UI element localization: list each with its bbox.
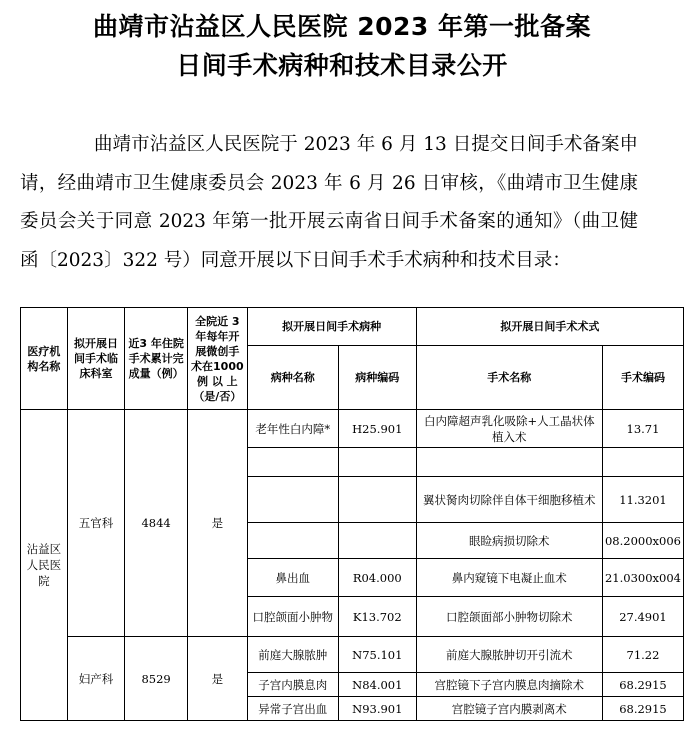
table-row [21,410,684,448]
surgery-name-cell: 鼻内窥镜下电凝止血术 [416,559,602,597]
department-cell: 妇产科 [67,637,125,721]
over1000-cell: 是 [187,637,247,721]
surgery-name-cell: 宫腔镜子宫内膜剥离术 [416,697,602,721]
department-cell: 五官科 [67,410,125,637]
disease-name-cell: 口腔颌面小肿物 [247,597,338,637]
volume-cell: 8529 [125,637,188,721]
disease-code-cell: N75.101 [338,637,416,673]
surgery-name-cell: 口腔颌面部小肿物切除术 [416,597,602,637]
disease-name-cell: 子宫内膜息肉 [247,673,338,697]
disease-code-cell [338,448,416,477]
disease-code-cell: R04.000 [338,559,416,597]
surgery-code-cell: 27.4901 [602,597,683,637]
disease-code-cell: K13.702 [338,597,416,637]
header-over1000: 全院近 3 年每年开展微创手术在1000 例 以 上（是/否） [187,308,247,410]
header-disease-group: 拟开展日间手术病种 [247,308,416,346]
disease-code-cell [338,477,416,523]
intro-paragraph [20,126,638,280]
over1000-cell: 是 [187,410,247,637]
disease-code-cell: N93.901 [338,697,416,721]
disease-name-cell: 老年性白内障* [247,410,338,448]
surgery-catalog-table [20,307,684,721]
header-disease-code: 病种编码 [338,346,416,410]
disease-name-cell: 鼻出血 [247,559,338,597]
surgery-code-cell: 13.71 [602,410,683,448]
document-title-line2: 日间手术病种和技术目录公开 [176,51,508,80]
surgery-code-cell: 21.0300x004 [602,559,683,597]
disease-name-cell: 前庭大腺脓肿 [247,637,338,673]
document-title-line1: 曲靖市沾益区人民医院 2023 年第一批备案 [93,12,591,41]
disease-name-cell [247,523,338,559]
surgery-code-cell: 68.2915 [602,673,683,697]
surgery-code-cell: 68.2915 [602,697,683,721]
header-surgery-code: 手术编码 [602,346,683,410]
volume-cell: 4844 [125,410,188,637]
institution-cell: 沾益区人民医院 [21,410,68,721]
disease-code-cell: N84.001 [338,673,416,697]
disease-name-cell [247,448,338,477]
disease-name-cell: 异常子宫出血 [247,697,338,721]
surgery-name-cell: 眼睑病损切除术 [416,523,602,559]
surgery-name-cell: 白内障超声乳化吸除+人工晶状体植入术 [416,410,602,448]
surgery-name-cell: 翼状胬肉切除伴自体干细胞移植术 [416,477,602,523]
header-volume: 近3 年住院手术累计完成量（例） [125,308,188,410]
disease-code-cell: H25.901 [338,410,416,448]
disease-code-cell [338,523,416,559]
surgery-code-cell: 08.2000x006 [602,523,683,559]
header-department: 拟开展日间手术临床科室 [67,308,125,410]
header-institution: 医疗机构名称 [21,308,68,410]
surgery-name-cell: 前庭大腺脓肿切开引流术 [416,637,602,673]
disease-name-cell [247,477,338,523]
header-disease-name: 病种名称 [247,346,338,410]
surgery-name-cell: 宫腔镜下子宫内膜息肉摘除术 [416,673,602,697]
header-surgery-name: 手术名称 [416,346,602,410]
header-surgery-group: 拟开展日间手术术式 [416,308,683,346]
surgery-code-cell: 71.22 [602,637,683,673]
surgery-code-cell [602,448,683,477]
surgery-code-cell: 11.3201 [602,477,683,523]
intro-text: 曲靖市沾益区人民医院于 2023 年 6 月 13 日提交日间手术备案申请，经曲靖市卫生健康委员会 2023 年 6 月 26 日审核，《曲靖市卫生健康委员会关于同意 2023 年第一批开展云南省日间手术备案的通知》（曲卫健函〔2023〕322 号）同意开展以下日间手术手术病种和技术目录： [20,134,638,271]
table-row [21,637,684,673]
surgery-name-cell [416,448,602,477]
